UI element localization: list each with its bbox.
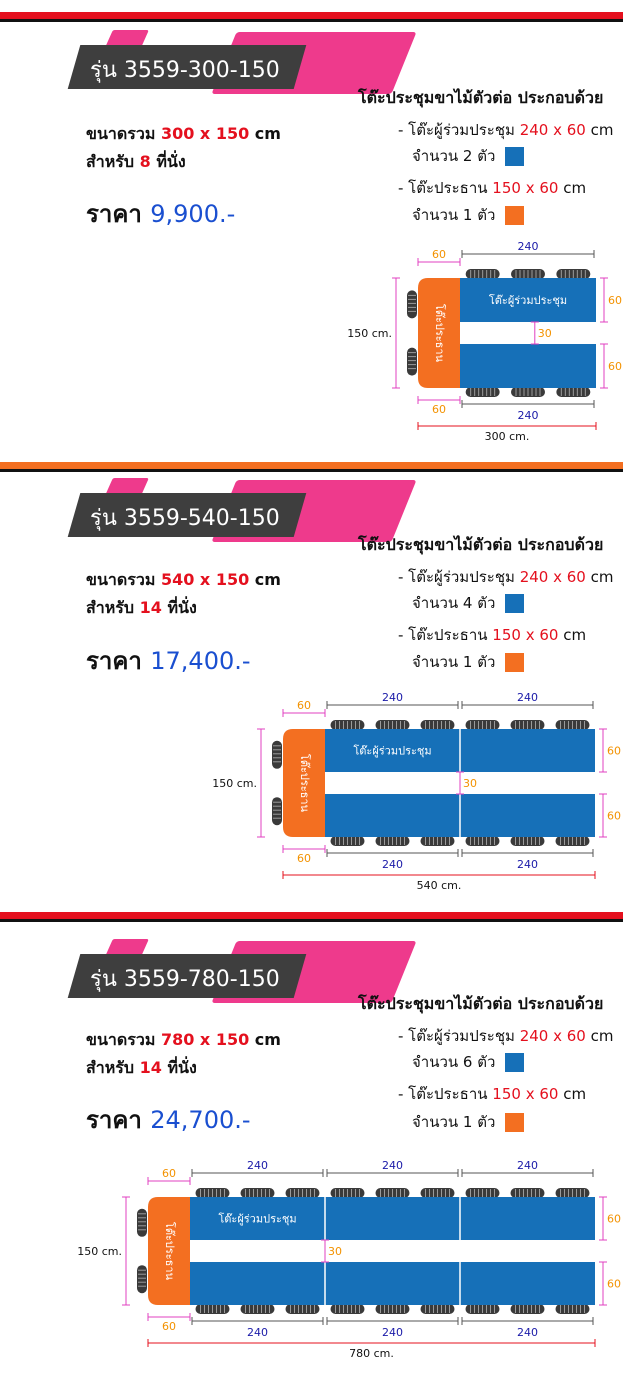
- dim-total-label: 780 cm.: [349, 1347, 394, 1360]
- participant-table-row-bottom: [190, 1262, 595, 1305]
- model-badge: [74, 42, 344, 97]
- chair-icon: [407, 348, 417, 376]
- model-label: รุ่น 3559-540-150: [90, 506, 280, 531]
- chair-table-label: โต๊ะประธาน: [163, 1221, 176, 1281]
- model-label: รุ่น 3559-300-150: [90, 58, 280, 83]
- divider-black-stripe: [0, 469, 623, 472]
- spec-title: โต๊ะประชุมขาไม้ตัวต่อ ประกอบด้วย: [358, 88, 604, 107]
- chair-icon: [272, 797, 282, 825]
- dim-height-label: 150 cm.: [77, 1245, 122, 1258]
- dim-row-bottom-label: 60: [607, 1277, 621, 1291]
- dim-row-top-label: 60: [607, 1212, 621, 1226]
- dim-segment-bottom-label: 240: [247, 1326, 268, 1339]
- dim-height-label: 150 cm.: [347, 327, 392, 340]
- dim-gap-label: 30: [328, 1245, 342, 1258]
- blue-swatch-icon: [505, 594, 524, 613]
- participant-table-qty: จำนวน 6 ตัว: [412, 1050, 524, 1074]
- spec-title: โต๊ะประชุมขาไม้ตัวต่อ ประกอบด้วย: [358, 994, 604, 1013]
- price: ราคา 9,900.-: [86, 200, 236, 228]
- dim-chair-bottom-label: 60: [162, 1320, 176, 1333]
- dim-row-bottom-label: 60: [608, 360, 622, 373]
- participant-table-label: โต๊ะผู้ร่วมประชุม: [353, 744, 432, 758]
- dim-segment-bottom-label: 240: [517, 858, 538, 871]
- chair-table-spec: - โต๊ะประธาน 150 x 60 cm: [398, 179, 587, 197]
- dim-total-label: 300 cm.: [484, 430, 530, 443]
- table-layout-diagram: [0, 240, 623, 450]
- dim-segment-top-label: 240: [382, 1159, 403, 1172]
- spec-title: โต๊ะประชุมขาไม้ตัวต่อ ประกอบด้วย: [358, 535, 604, 554]
- chair-icon: [272, 741, 282, 769]
- dim-segment-bottom-label: 240: [517, 1326, 538, 1339]
- total-size: ขนาดรวม 540 x 150 cm: [86, 570, 281, 589]
- model-badge: [74, 490, 344, 545]
- blue-swatch-icon: [505, 1053, 524, 1072]
- dim-segment-bottom-label: 240: [382, 1326, 403, 1339]
- dim-chair-bottom-label: 60: [432, 403, 446, 416]
- dim-row-bottom-label: 60: [607, 809, 621, 823]
- dim-segment-top-label: 240: [517, 691, 538, 704]
- participant-table-spec: - โต๊ะผู้ร่วมประชุม 240 x 60 cm: [398, 568, 614, 586]
- dim-chair-top-label: 60: [297, 699, 311, 712]
- divider-orange-stripe: [0, 462, 623, 469]
- dim-gap-label: 30: [537, 327, 552, 340]
- seat-count: สำหรับ 14 ที่นั่ง: [86, 598, 197, 617]
- chair-icon: [407, 290, 417, 318]
- table-layout-diagram: [0, 688, 623, 903]
- chair-table-spec: - โต๊ะประธาน 150 x 60 cm: [398, 1085, 587, 1103]
- chair-icon: [137, 1209, 147, 1237]
- orange-swatch-icon: [505, 206, 524, 225]
- total-size: ขนาดรวม 300 x 150 cm: [86, 124, 281, 143]
- price: ราคา 24,700.-: [86, 1106, 251, 1134]
- participant-table-row-bottom: [460, 344, 596, 388]
- participant-table-qty: จำนวน 2 ตัว: [412, 144, 524, 168]
- chair-table-spec: - โต๊ะประธาน 150 x 60 cm: [398, 626, 587, 644]
- dim-segment-bottom-label: 240: [382, 858, 403, 871]
- dim-segment-top-label: 240: [517, 240, 539, 253]
- dim-segment-top-label: 240: [247, 1159, 268, 1172]
- seat-count: สำหรับ 14 ที่นั่ง: [86, 1058, 197, 1077]
- price: ราคา 17,400.-: [86, 647, 251, 675]
- table-layout-diagram: [0, 1150, 623, 1373]
- dim-chair-top-label: 60: [432, 248, 446, 261]
- participant-table-spec: - โต๊ะผู้ร่วมประชุม 240 x 60 cm: [398, 1027, 614, 1045]
- participant-table-label: โต๊ะผู้ร่วมประชุม: [218, 1212, 297, 1226]
- participant-table-spec: - โต๊ะผู้ร่วมประชุม 240 x 60 cm: [398, 121, 614, 139]
- dim-total-label: 540 cm.: [416, 879, 462, 892]
- dim-segment-bottom-label: 240: [517, 409, 539, 422]
- dim-chair-top-label: 60: [162, 1167, 176, 1180]
- chair-table-label: โต๊ะประธาน: [433, 303, 446, 363]
- chair-table-qty: จำนวน 1 ตัว: [412, 1110, 524, 1134]
- dim-segment-top-label: 240: [382, 691, 403, 704]
- divider-black-stripe: [0, 919, 623, 922]
- chair-table-qty: จำนวน 1 ตัว: [412, 203, 524, 227]
- dim-gap-label: 30: [463, 777, 477, 790]
- dim-height-label: 150 cm.: [212, 777, 257, 790]
- model-badge: [74, 951, 344, 1006]
- participant-table-qty: จำนวน 4 ตัว: [412, 591, 524, 615]
- total-size: ขนาดรวม 780 x 150 cm: [86, 1030, 281, 1049]
- chair-icon: [137, 1265, 147, 1293]
- top-black-stripe: [0, 19, 623, 22]
- dim-segment-top-label: 240: [517, 1159, 538, 1172]
- dim-row-top-label: 60: [607, 744, 621, 758]
- divider-red-stripe: [0, 912, 623, 919]
- blue-swatch-icon: [505, 147, 524, 166]
- model-label: รุ่น 3559-780-150: [90, 967, 280, 992]
- dim-chair-bottom-label: 60: [297, 852, 311, 865]
- orange-swatch-icon: [505, 1113, 524, 1132]
- chair-table-qty: จำนวน 1 ตัว: [412, 650, 524, 674]
- seat-count: สำหรับ 8 ที่นั่ง: [86, 152, 186, 171]
- participant-table-label: โต๊ะผู้ร่วมประชุม: [488, 294, 568, 307]
- chair-table-label: โต๊ะประธาน: [298, 753, 311, 813]
- orange-swatch-icon: [505, 653, 524, 672]
- top-red-stripe: [0, 12, 623, 19]
- dim-row-top-label: 60: [608, 294, 622, 307]
